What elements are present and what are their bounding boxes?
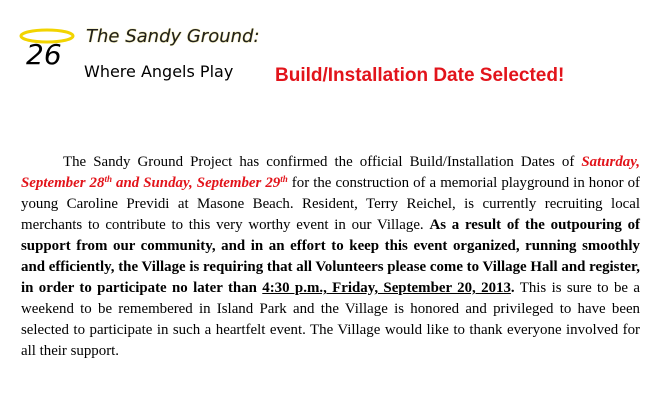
date-sup-2: th [280, 174, 288, 184]
registration-deadline: 4:30 p.m., Friday, September 20, 2013 [262, 280, 511, 296]
date-saturday: Saturday, September 28 [21, 154, 640, 191]
body-middle: for the construction of a memorial playground in honor of young Caroline Previdi at Masone Beach. Resident, Terry Reichel, is currently recruiting local merchants to contribute to this very worthy event in our Village. [21, 175, 640, 233]
date-sunday: and Sunday, September 29 [111, 175, 281, 191]
deadline-period: . [510, 280, 515, 296]
logo-subtitle: Where Angels Play [84, 62, 234, 81]
volunteer-notice: As a result of the outpouring of support from our community, and in an effort to keep this event organized, running smoothly and efficiently, the Village is requiring that all Volunteers please come to Village Hall and register, in order to participate no later than [21, 217, 640, 296]
body-intro: The Sandy Ground Project has confirmed the official Build/Installation Dates of [63, 154, 575, 170]
headline: Build/Installation Date Selected! [275, 65, 565, 86]
announcement-body [21, 152, 640, 362]
date-sup-1: th [104, 174, 112, 184]
logo-number: 26 [26, 38, 62, 71]
logo-title: The Sandy Ground: [86, 26, 260, 47]
sandy-ground-logo [0, 0, 270, 100]
body-closing: This is sure to be a weekend to be remembered in Island Park and the Village is honored and privileged to have been selected to participate in such a heartfelt event. The Village would like to thank everyone involved for all their support. [21, 280, 640, 359]
